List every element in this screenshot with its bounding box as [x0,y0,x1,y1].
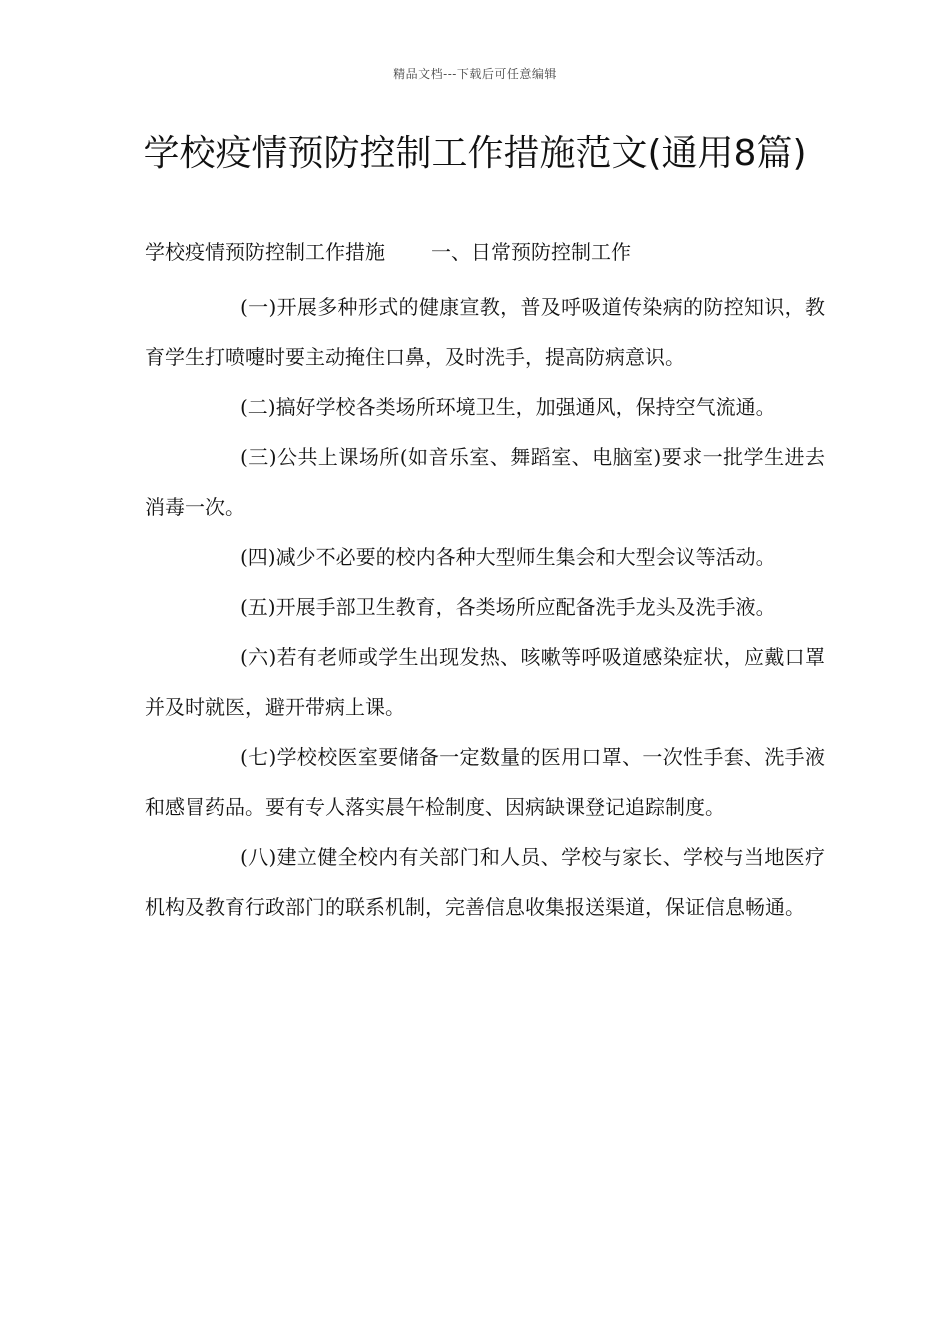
section-heading: 一、日常预防控制工作 [431,240,631,264]
paragraph-7: (七)学校校医室要储备一定数量的医用口罩、一次性手套、洗手液和感冒药品。要有专人落实晨午检制度、因病缺课登记追踪制度。 [145,745,825,819]
paragraph-8: (八)建立健全校内有关部门和人员、学校与家长、学校与当地医疗机构及教育行政部门的联系机制，完善信息收集报送渠道，保证信息畅通。 [145,845,825,919]
document-title: 学校疫情预防控制工作措施范文(通用8篇) [143,133,807,174]
paragraph-3: (三)公共上课场所(如音乐室、舞蹈室、电脑室)要求一批学生进去消毒一次。 [145,445,825,519]
lead-line [145,232,825,272]
lead-heading: 学校疫情预防控制工作措施 [145,240,385,264]
paragraph-2: (二)搞好学校各类场所环境卫生，加强通风，保持空气流通。 [240,395,776,419]
paragraph-4: (四)减少不必要的校内各种大型师生集会和大型会议等活动。 [240,545,776,569]
header-note: 精品文档---下载后可任意编辑 [393,67,557,81]
paragraph-6: (六)若有老师或学生出现发热、咳嗽等呼吸道感染症状，应戴口罩并及时就医，避开带病上课。 [145,645,825,719]
document-body [145,232,825,932]
paragraph-5: (五)开展手部卫生教育，各类场所应配备洗手龙头及洗手液。 [240,595,776,619]
paragraph-1: (一)开展多种形式的健康宣教，普及呼吸道传染病的防控知识，教育学生打喷嚏时要主动掩住口鼻，及时洗手，提高防病意识。 [145,295,825,369]
